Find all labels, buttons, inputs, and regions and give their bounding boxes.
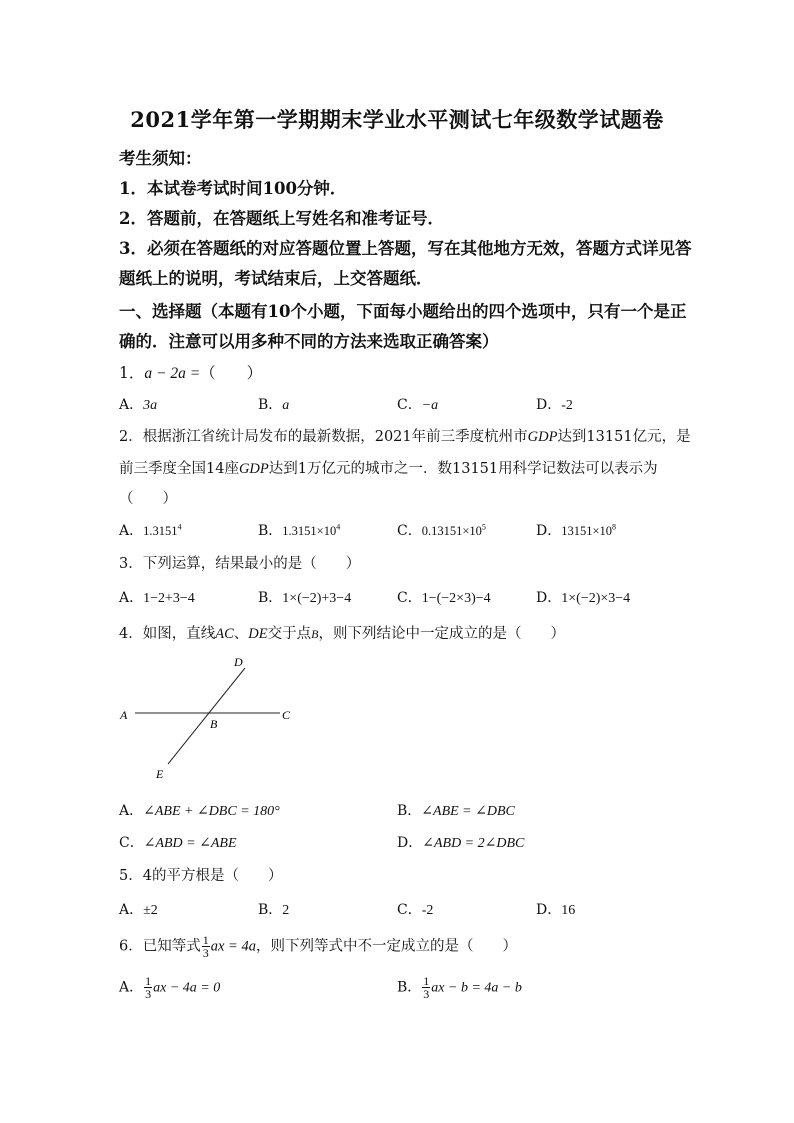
option-value: ∠ABD = ∠ABE [143,836,237,851]
question-2-text: 2．根据浙江省统计局发布的最新数据，2021年前三季度杭州市 [119,429,528,445]
section-1-heading-line-1: 一、选择题（本题有10个小题，下面每小题给出的四个选项中，只有一个是正 [119,302,687,321]
question-4 [119,622,565,643]
option-value: 1×(−2)×3−4 [561,591,631,606]
option-value: 1.3151×10 [282,524,337,538]
question-2-text: 达到13151亿元，是 [557,429,691,445]
option-label: A． [119,523,144,539]
question-2-line-1 [119,425,691,446]
q4-option-a [119,800,280,820]
line-de-label: DE [248,626,268,642]
question-1-blank: （ ） [200,364,263,382]
q5-option-c [397,899,433,919]
q1-option-b [258,394,289,414]
question-6-text: 6．已知等式 [119,938,201,955]
fraction-numerator: 1 [202,933,209,947]
q4-option-b [397,800,515,820]
option-label: B． [258,397,283,413]
q1-option-c [397,394,438,414]
question-6-text: ，则下列等式中不一定成立的是（ ） [255,938,517,955]
option-exponent: 8 [612,522,617,532]
option-value: 1−(−2×3)−4 [421,591,491,606]
option-value: -2 [421,903,434,918]
gdp-term: GDP [238,461,269,477]
option-label: C． [397,902,422,918]
option-value: 13151×10 [561,524,613,538]
q5-option-d [536,899,575,919]
option-label: A． [119,803,144,819]
option-label: A． [119,590,144,606]
q2-option-c [397,520,486,540]
point-e-label: E [156,767,164,781]
option-label: A． [119,979,144,996]
gdp-term: GDP [527,429,558,445]
fraction-numerator: 1 [423,974,430,988]
option-value: 1.3151 [143,524,178,538]
option-label: D． [536,397,562,413]
question-4-text: 交于点 [267,626,312,642]
question-2-blank: （ ） [119,491,177,507]
option-value: 3a [143,398,158,413]
section-1-heading-line-2: 确的．注意可以用多种不同的方法来选取正确答案） [119,332,499,351]
notice-item-3-line-2: 题纸上的说明，考试结束后，上交答题纸． [119,269,433,288]
option-label: C． [119,835,144,851]
line-de [168,668,245,764]
option-label: B． [258,523,283,539]
fraction-numerator: 1 [145,974,152,988]
q1-option-a [119,394,157,414]
notice-heading: 考生须知： [119,149,202,168]
q4-option-c [119,832,237,852]
question-2-text: 达到1万亿元的城市之一．数13151用科学记数法可以表示为 [268,461,658,477]
option-label: D． [536,590,562,606]
question-4-text: 、 [233,626,249,642]
option-exponent: 4 [177,522,182,532]
q6-option-b [397,975,522,1000]
q6-option-a [119,975,220,1000]
point-b-label: B [311,627,319,641]
page-title: 2021学年第一学期期末学业水平测试七年级数学试题卷 [130,107,664,132]
option-exponent: 4 [336,522,341,532]
question-4-text: ，则下列结论中一定成立的是（ ） [318,626,565,642]
q3-option-b [258,587,351,607]
option-value: 1−2+3−4 [143,591,195,606]
option-value: ax − 4a = 0 [153,980,221,996]
option-label: B． [397,803,422,819]
q2-option-d [536,520,616,540]
option-value: 2 [282,903,290,918]
option-value: ∠ABE = ∠DBC [421,804,515,819]
option-label: D． [536,523,562,539]
question-2-text: 前三季度全国14座 [119,461,239,477]
option-label: C． [397,397,422,413]
notice-item-2: 2．答题前，在答题纸上写姓名和准考证号． [119,209,444,228]
point-d-label: D [234,655,243,669]
question-3: 3．下列运算，结果最小的是（ ） [119,556,361,572]
notice-item-1: 1．本试卷考试时间100分钟． [119,179,347,198]
line-ac-label: AC [215,626,234,642]
intersecting-lines-figure [110,650,310,790]
option-value: ∠ABD = 2∠DBC [422,836,525,851]
question-2-line-2 [119,457,658,478]
option-value: -2 [561,398,573,413]
option-label: B． [258,902,283,918]
option-label: B． [258,590,283,606]
option-value: ±2 [143,903,158,918]
question-6 [119,934,517,959]
fraction-denominator: 3 [202,946,209,960]
notice-item-3-line-1: 3．必须在答题纸的对应答题位置上答题，写在其他地方无效，答题方式详见答 [119,239,692,258]
q3-option-a [119,587,195,607]
option-value: 1×(−2)+3−4 [282,591,352,606]
q1-option-d [536,394,573,414]
option-value: −a [421,398,439,413]
fraction-one-third [202,934,210,959]
option-label: A． [119,397,144,413]
question-1-number: 1． [119,364,145,382]
q2-option-a [119,520,182,540]
fraction-one-third [144,975,152,1000]
option-label: C． [397,523,422,539]
question-4-text: 4．如图，直线 [119,626,216,642]
option-label: D． [536,902,562,918]
point-c-label: C [282,708,291,722]
q5-option-b [258,899,289,919]
fraction-denominator: 3 [423,987,430,1001]
option-value: ax − b = 4a − b [431,980,522,996]
q5-option-a [119,899,158,919]
q3-option-d [536,587,630,607]
option-label: C． [397,590,422,606]
point-a-label: A [120,708,128,722]
question-1 [119,361,262,383]
fraction-one-third [422,975,430,1000]
option-value: a [282,398,290,413]
option-value: 16 [561,903,576,918]
fraction-denominator: 3 [145,987,152,1001]
q3-option-c [397,587,491,607]
question-5: 5．4的平方根是（ ） [119,868,283,884]
question-1-expression: a − 2a = [144,365,201,382]
point-b-label: B [210,717,218,731]
option-label: D． [397,835,423,851]
question-6-equation: ax = 4a [210,938,256,955]
option-value: ∠ABE + ∠DBC = 180° [143,804,280,819]
q2-option-b [258,520,340,540]
option-exponent: 5 [481,522,486,532]
option-label: A． [119,902,144,918]
q4-option-d [397,832,524,852]
option-label: B． [397,979,422,996]
option-value: 0.13151×10 [421,524,482,538]
